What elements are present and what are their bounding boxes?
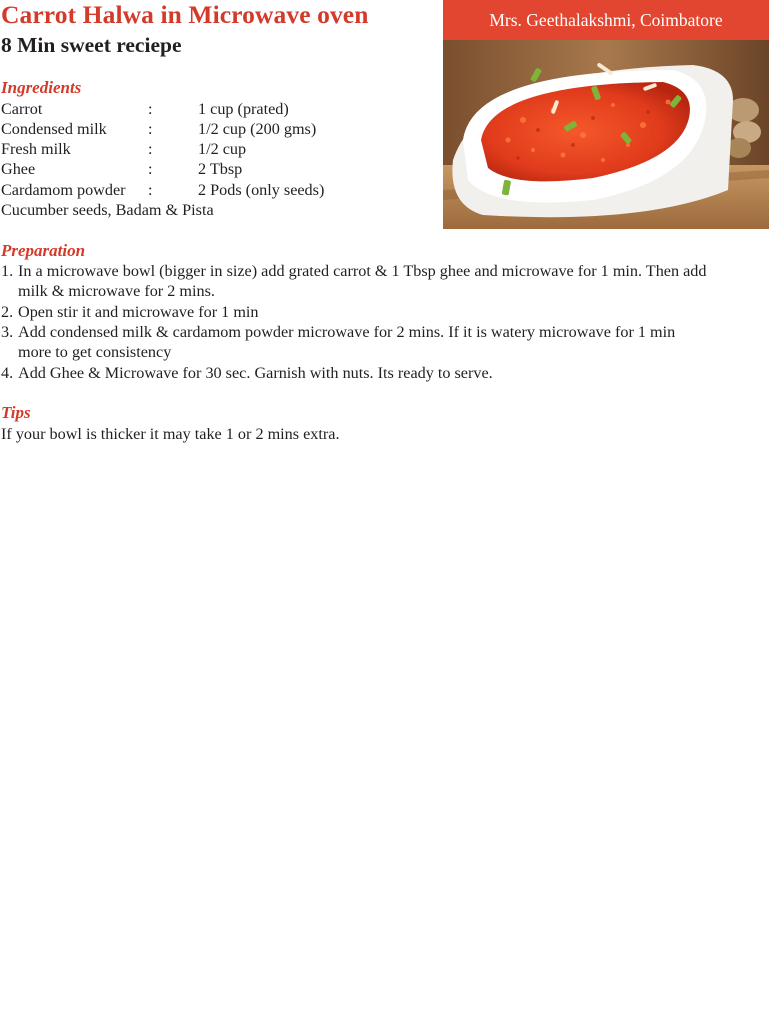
recipe-title: Carrot Halwa in Microwave oven: [1, 0, 369, 29]
ingredient-name: Cardamom powder: [1, 181, 126, 199]
step-text: In a microwave bowl (bigger in size) add grated carrot & 1 Tbsp ghee and microwave for 1 min. Then add milk & microwave for 2 mins.: [18, 262, 707, 301]
ingredient-separator: :: [148, 120, 153, 138]
ingredient-separator: :: [148, 140, 153, 158]
ingredient-row: [1, 119, 441, 139]
preparation-step: [1, 302, 721, 322]
preparation-step: [1, 322, 721, 363]
ingredient-name: Carrot: [1, 100, 43, 118]
tips-heading: Tips: [1, 403, 31, 422]
step-text: Add Ghee & Microwave for 30 sec. Garnish with nuts. Its ready to serve.: [18, 364, 493, 382]
ingredient-name: Ghee: [1, 160, 36, 178]
ingredient-name: Condensed milk: [1, 120, 107, 138]
ingredient-separator: :: [148, 160, 153, 178]
step-text: Add condensed milk & cardamom powder microwave for 2 mins. If it is watery microwave for 1 min more to get consistency: [18, 323, 676, 362]
preparation-heading: Preparation: [1, 241, 86, 260]
ingredient-quantity: 1/2 cup (200 gms): [198, 120, 317, 138]
ingredient-separator: :: [148, 181, 153, 199]
step-text: Open stir it and microwave for 1 min: [18, 303, 259, 321]
author-banner: [443, 0, 769, 40]
author-name: Mrs. Geethalakshmi, Coimbatore: [489, 9, 723, 30]
preparation-step: [1, 363, 721, 383]
ingredient-quantity: 2 Pods (only seeds): [198, 181, 325, 199]
ingredient-row: [1, 139, 441, 159]
ingredient-quantity: 1/2 cup: [198, 140, 247, 158]
ingredient-garnish: Cucumber seeds, Badam & Pista: [1, 201, 214, 219]
preparation-step: [1, 261, 721, 302]
recipe-subtitle: 8 Min sweet reciepe: [1, 33, 182, 57]
step-number: 1.: [1, 262, 14, 280]
tips-text: If your bowl is thicker it may take 1 or 2 mins extra.: [1, 425, 340, 443]
ingredient-row: [1, 159, 441, 179]
ingredient-separator: :: [148, 100, 153, 118]
step-number: 4.: [1, 364, 14, 382]
step-number: 3.: [1, 323, 14, 341]
ingredient-name: Fresh milk: [1, 140, 71, 158]
ingredient-row: [1, 180, 441, 200]
ingredients-heading: Ingredients: [1, 78, 82, 97]
ingredient-quantity: 1 cup (prated): [198, 100, 289, 118]
ingredient-row: [1, 99, 441, 119]
carrot-halwa-photo: [443, 40, 769, 229]
step-number: 2.: [1, 303, 14, 321]
ingredient-quantity: 2 Tbsp: [198, 160, 243, 178]
